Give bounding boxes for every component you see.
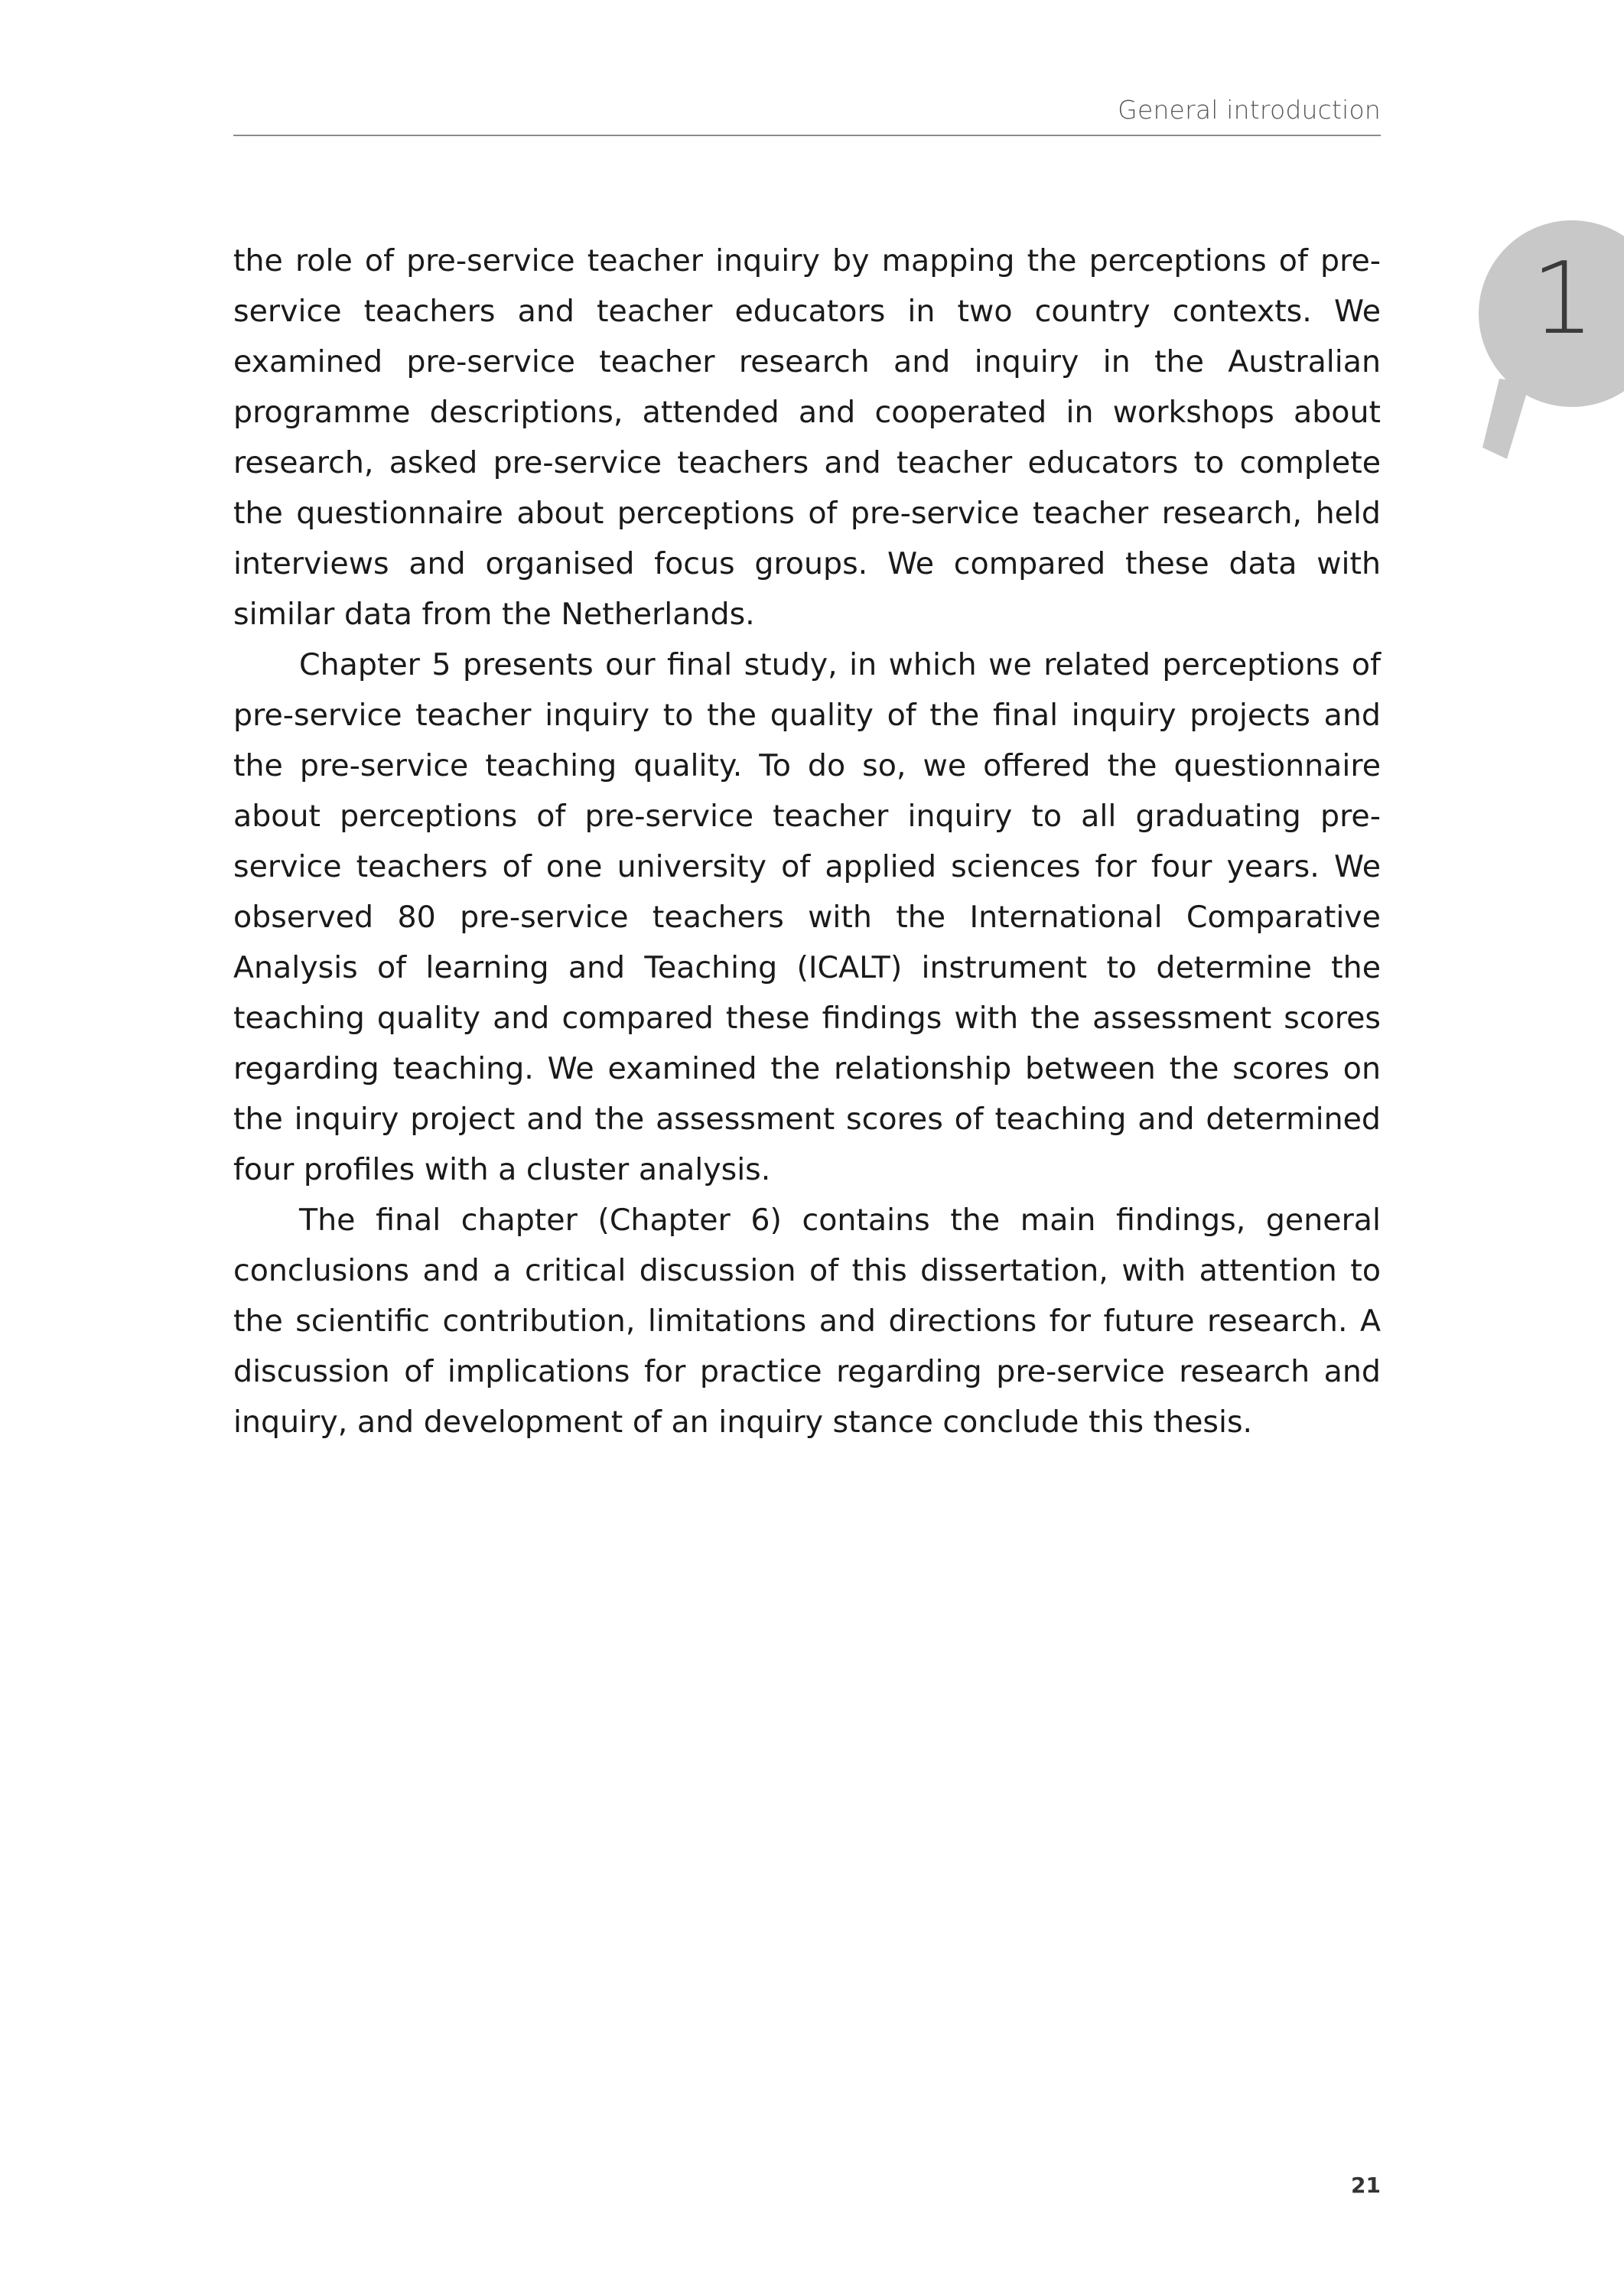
paragraph-2: Chapter 5 presents our final study, in which we related perceptions of pre-service teacher inquiry to the quality of the final inquiry projects and the pre-service teaching quality. To do so, we offered the questionnaire about perceptions of pre-service teacher inquiry to all graduating pre-service teachers of one university of applied sciences for four years. We observed 80 pre-service teachers with the International Comparative Analysis of learning and Teaching (ICALT) instrument to determine the teaching quality and compared these findings with the assessment scores regarding teaching. We examined the relationship between the scores on the inquiry project and the assessment scores of teaching and determined four profiles with a cluster analysis. <box>233 647 1381 1187</box>
paragraph-3: The final chapter (Chapter 6) contains the main findings, general conclusions and a critical discussion of this dissertation, with attention to the scientific contribution, limitations and directions for future research. A discussion of implications for practice regarding pre-service research and inquiry, and development of an inquiry stance conclude this thesis. <box>233 1203 1381 1440</box>
running-header-title: General introduction <box>1118 95 1381 125</box>
chapter-marker <box>1469 218 1624 478</box>
chapter-number: 1 <box>1531 240 1595 356</box>
running-header <box>233 90 1381 136</box>
body-text <box>233 236 1381 1447</box>
paragraph-1: the role of pre-service teacher inquiry by mapping the perceptions of pre-service teachers and teacher educators in two country contexts. We examined pre-service teacher research and inquiry in the Australian programme descriptions, attended and cooperated in workshops about research, asked pre-service teachers and teacher educators to complete the questionnaire about perceptions of pre-service teacher research, held interviews and organised focus groups. We compared these data with similar data from the Netherlands. <box>233 243 1381 632</box>
page-number: 21 <box>1351 2173 1381 2198</box>
